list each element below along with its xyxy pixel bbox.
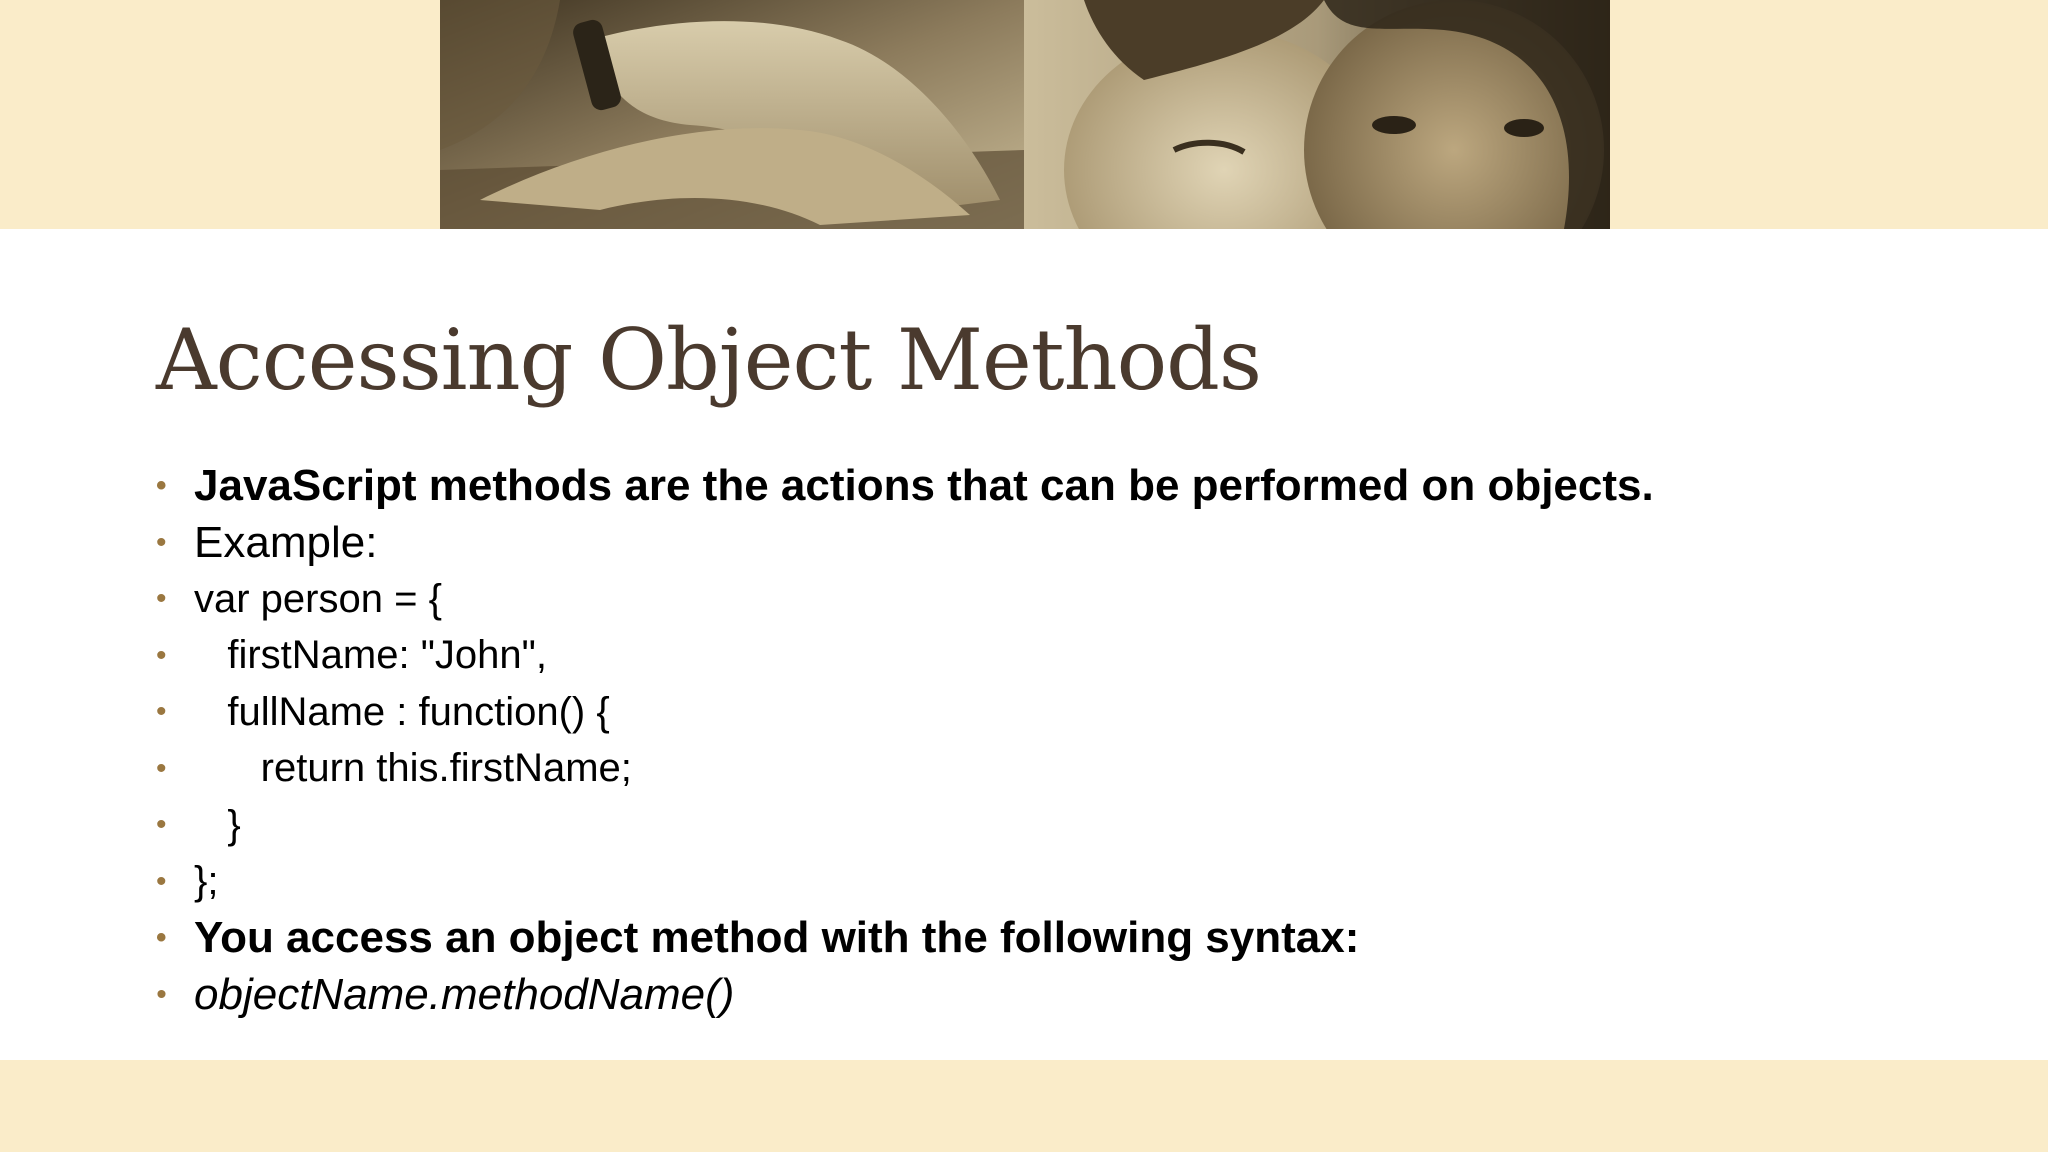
bullet-text: Example: xyxy=(194,517,378,567)
bullet-marker-icon: • xyxy=(156,469,167,503)
list-item xyxy=(156,458,1654,515)
bullet-list xyxy=(156,458,1654,1023)
list-item xyxy=(156,684,1654,741)
bullet-marker-icon: • xyxy=(156,751,167,785)
syntax-text: objectName.methodName() xyxy=(194,969,735,1019)
list-item xyxy=(156,515,1654,572)
bullet-marker-icon: • xyxy=(156,808,167,842)
slide-title: Accessing Object Methods xyxy=(156,311,1262,409)
list-item xyxy=(156,741,1654,798)
bullet-marker-icon: • xyxy=(156,695,167,729)
bullet-marker-icon: • xyxy=(156,582,167,616)
two-faces-photo xyxy=(1024,0,1610,229)
code-line: return this.firstName; xyxy=(194,746,632,791)
code-line: firstName: "John", xyxy=(194,633,547,678)
code-line: }; xyxy=(194,859,219,904)
footer-band xyxy=(0,1060,2048,1152)
bullet-marker-icon: • xyxy=(156,864,167,898)
list-item xyxy=(156,854,1654,911)
bullet-marker-icon: • xyxy=(156,921,167,955)
bullet-marker-icon: • xyxy=(156,525,167,559)
list-item xyxy=(156,628,1654,685)
code-line: var person = { xyxy=(194,576,442,621)
code-line: } xyxy=(194,802,241,847)
hands-on-keyboard-photo xyxy=(440,0,1024,229)
list-item xyxy=(156,910,1654,967)
list-item xyxy=(156,571,1654,628)
list-item xyxy=(156,797,1654,854)
bullet-marker-icon: • xyxy=(156,638,167,672)
list-item xyxy=(156,967,1654,1024)
bullet-marker-icon: • xyxy=(156,977,167,1011)
code-line: fullName : function() { xyxy=(194,689,610,734)
bullet-text: JavaScript methods are the actions that can be performed on objects. xyxy=(194,461,1654,511)
bullet-text: You access an object method with the following syntax: xyxy=(194,913,1360,963)
